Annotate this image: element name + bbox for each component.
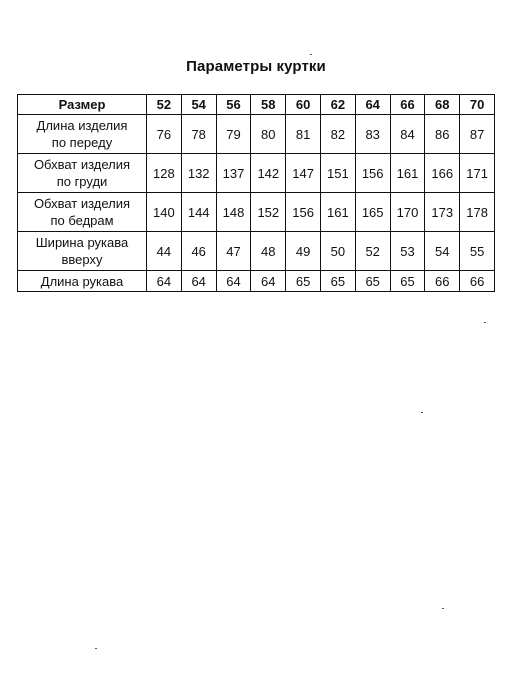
scan-speck (484, 322, 486, 323)
table-cell: 128 (147, 154, 182, 193)
table-cell: 84 (390, 115, 425, 154)
table-cell: 53 (390, 232, 425, 271)
table-cell: 152 (251, 193, 286, 232)
table-row (18, 115, 495, 154)
size-col-header: 68 (425, 95, 460, 115)
size-table (17, 94, 495, 292)
table-cell: 50 (320, 232, 355, 271)
size-col-header: 64 (355, 95, 390, 115)
row-label (18, 154, 147, 193)
table-cell: 65 (390, 271, 425, 292)
size-header-row (18, 95, 495, 115)
row-label-line: Длина изделия (36, 118, 128, 133)
table-cell: 80 (251, 115, 286, 154)
scan-speck (421, 412, 423, 413)
row-label (18, 115, 147, 154)
table-cell: 44 (147, 232, 182, 271)
table-cell: 140 (147, 193, 182, 232)
table-cell: 83 (355, 115, 390, 154)
table-cell: 66 (425, 271, 460, 292)
size-header-label: Размер (18, 95, 147, 115)
size-col-header: 56 (216, 95, 251, 115)
row-label-line: по бедрам (50, 213, 114, 228)
table-cell: 82 (320, 115, 355, 154)
table-cell: 65 (355, 271, 390, 292)
row-label (18, 193, 147, 232)
table-cell: 148 (216, 193, 251, 232)
table-cell: 52 (355, 232, 390, 271)
row-label-line: Обхват изделия (33, 157, 131, 172)
size-col-header: 66 (390, 95, 425, 115)
row-label-line: вверху (61, 252, 103, 267)
table-cell: 161 (390, 154, 425, 193)
size-col-header: 60 (286, 95, 321, 115)
table-cell: 65 (320, 271, 355, 292)
table-cell: 137 (216, 154, 251, 193)
table-cell: 147 (286, 154, 321, 193)
table-cell: 79 (216, 115, 251, 154)
table-row (18, 232, 495, 271)
table-row (18, 154, 495, 193)
table-cell: 156 (355, 154, 390, 193)
table-cell: 151 (320, 154, 355, 193)
size-col-header: 54 (181, 95, 216, 115)
table-cell: 64 (181, 271, 216, 292)
row-label-line: по переду (51, 135, 113, 150)
row-label-line: Длина рукава (40, 273, 124, 289)
page-title: Параметры куртки (186, 58, 326, 75)
table-cell: 48 (251, 232, 286, 271)
scan-speck (95, 648, 97, 649)
table-row (18, 193, 495, 232)
table-cell: 64 (216, 271, 251, 292)
table-cell: 54 (425, 232, 460, 271)
table-cell: 173 (425, 193, 460, 232)
row-label (18, 271, 147, 292)
size-col-header: 70 (460, 95, 495, 115)
table-cell: 178 (460, 193, 495, 232)
table-cell: 132 (181, 154, 216, 193)
table-cell: 86 (425, 115, 460, 154)
table-cell: 64 (251, 271, 286, 292)
table-cell: 49 (286, 232, 321, 271)
table-cell: 144 (181, 193, 216, 232)
scan-speck (442, 608, 444, 609)
row-label-line: Обхват изделия (33, 196, 131, 211)
table-cell: 165 (355, 193, 390, 232)
table-cell: 65 (286, 271, 321, 292)
table-cell: 87 (460, 115, 495, 154)
row-label (18, 232, 147, 271)
table-cell: 171 (460, 154, 495, 193)
scan-speck (310, 54, 312, 55)
row-label-line: по груди (56, 174, 108, 189)
size-col-header: 58 (251, 95, 286, 115)
size-col-header: 52 (147, 95, 182, 115)
table-cell: 161 (320, 193, 355, 232)
table-cell: 142 (251, 154, 286, 193)
table-cell: 47 (216, 232, 251, 271)
table-cell: 64 (147, 271, 182, 292)
table-cell: 46 (181, 232, 216, 271)
table-cell: 156 (286, 193, 321, 232)
table-cell: 166 (425, 154, 460, 193)
row-label-line: Ширина рукава (35, 235, 129, 250)
table-cell: 76 (147, 115, 182, 154)
table-row (18, 271, 495, 292)
table-cell: 81 (286, 115, 321, 154)
table-cell: 66 (460, 271, 495, 292)
size-col-header: 62 (320, 95, 355, 115)
table-cell: 170 (390, 193, 425, 232)
table-cell: 55 (460, 232, 495, 271)
table-cell: 78 (181, 115, 216, 154)
